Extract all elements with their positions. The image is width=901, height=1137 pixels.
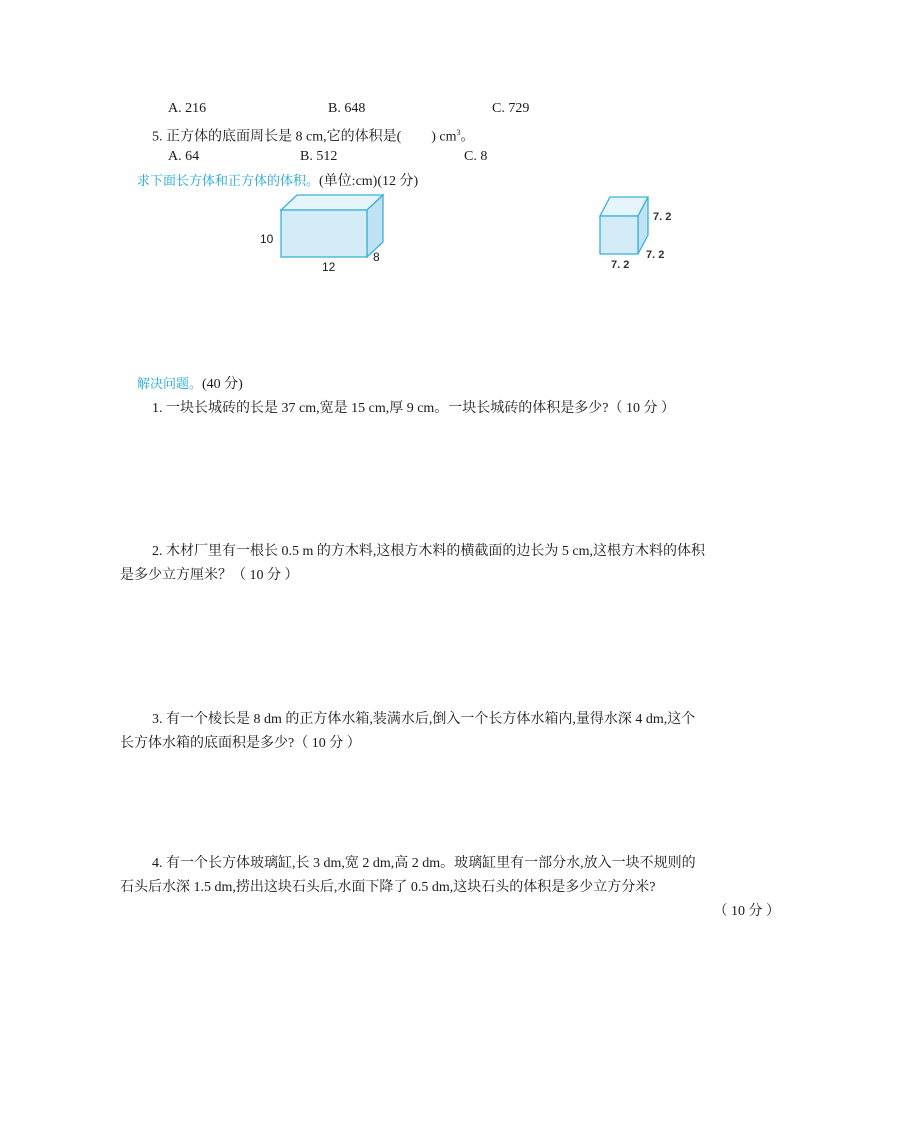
question-5 bbox=[152, 124, 475, 147]
problem-3 bbox=[120, 708, 790, 756]
option-c: C. 729 bbox=[492, 101, 530, 116]
problem-3-line-1: 3. 有一个棱长是 8 dm 的正方体水箱,装满水后,倒入一个长方体水箱内,量得水深 4 dm,这个 bbox=[152, 712, 696, 727]
question-5-superscript: 3 bbox=[456, 128, 461, 137]
option-a: A. 216 bbox=[168, 101, 207, 116]
cuboid-length-label: 12 bbox=[322, 260, 336, 274]
problem-2-line-2: 是多少立方厘米？（ 10 分 ） bbox=[120, 568, 299, 583]
section-suffix: (单位:cm)(12 分) bbox=[319, 174, 419, 189]
cube-edge-label-depth: 7. 2 bbox=[646, 249, 665, 261]
cuboid-width-label: 8 bbox=[373, 250, 380, 264]
cube-shape bbox=[600, 197, 648, 254]
cuboid-shape bbox=[281, 195, 383, 257]
section-heading-problems bbox=[137, 376, 243, 394]
question-5-end: 。 bbox=[460, 129, 475, 145]
problem-2 bbox=[120, 540, 790, 588]
option-b: B. 512 bbox=[300, 149, 338, 164]
cube-edge-label-right: 7. 2 bbox=[653, 211, 672, 223]
option-a: A. 64 bbox=[168, 149, 200, 164]
option-c: C. 8 bbox=[464, 149, 488, 164]
problem-1: 1. 一块长城砖的长是 37 cm,宽是 15 cm,厚 9 cm。一块长城砖的体积是多少?（ 10 分 ） bbox=[152, 401, 676, 416]
problem-3-line-2: 长方体水箱的底面积是多少?（ 10 分 ） bbox=[120, 736, 361, 751]
cuboid-height-label: 10 bbox=[260, 232, 274, 246]
problem-4-line-1: 4. 有一个长方体玻璃缸,长 3 dm,宽 2 dm,高 2 dm。玻璃缸里有一部分水,放入一块不规则的 bbox=[152, 856, 696, 871]
problem-4-score: （ 10 分 ） bbox=[713, 904, 780, 919]
problem-2-line-1: 2. 木材厂里有一根长 0.5 m 的方木料,这根方木料的横截面的边长为 5 cm,这根方木料的体积 bbox=[152, 544, 705, 559]
section-heading-volume bbox=[137, 173, 418, 191]
question-5-text: 5. 正方体的底面周长是 8 cm,它的体积是( bbox=[152, 129, 402, 145]
section-title: 求下面长方体和正方体的体积。 bbox=[137, 174, 320, 189]
cube-figure bbox=[590, 190, 690, 280]
cube-edge-label-bottom: 7. 2 bbox=[611, 259, 630, 271]
problem-4-line-2: 石头后水深 1.5 dm,捞出这块石头后,水面下降了 0.5 dm,这块石头的体积是多少立方分米? bbox=[120, 880, 656, 895]
question-5-unit: ) cm bbox=[431, 129, 457, 145]
option-b: B. 648 bbox=[328, 101, 366, 116]
section-title: 解决问题。 bbox=[137, 377, 203, 392]
section-suffix: (40 分) bbox=[202, 377, 243, 392]
problem-4 bbox=[120, 852, 780, 924]
cuboid-figure bbox=[255, 190, 395, 280]
